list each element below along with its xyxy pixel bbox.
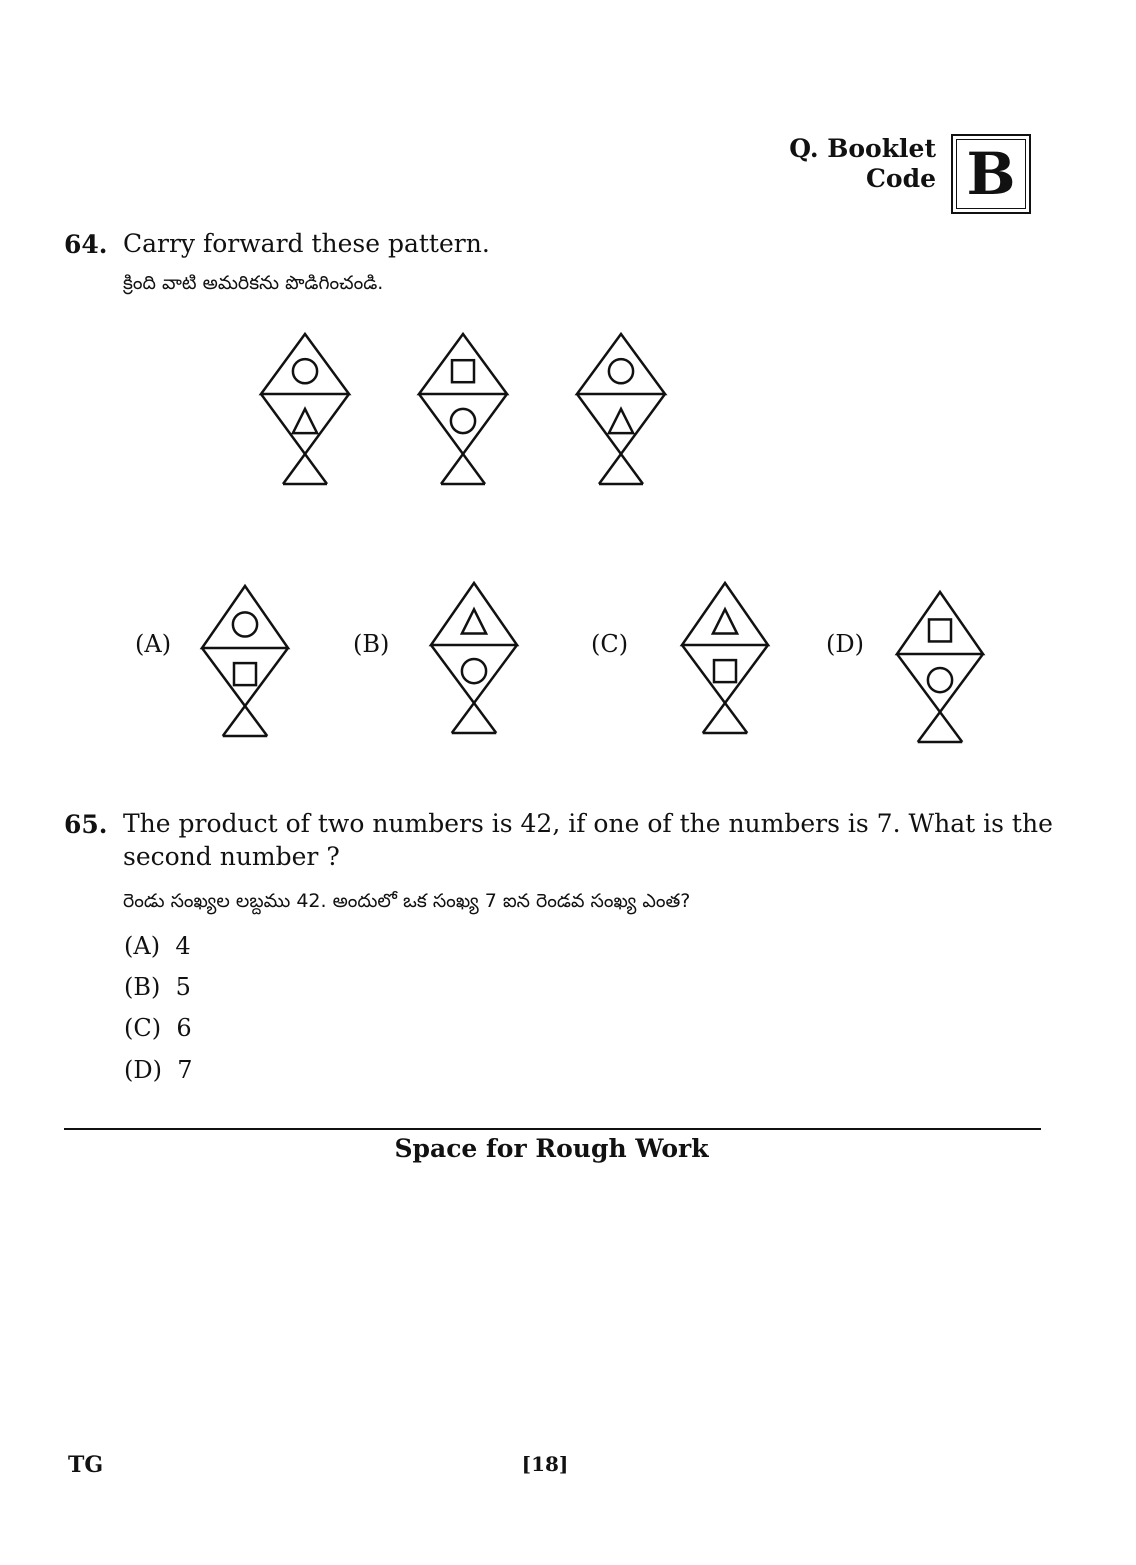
- option-figure-c-middle-square-icon: [714, 660, 736, 682]
- sequence-figure-3-right-leg: [599, 394, 665, 484]
- option-figure-c-top-triangle-icon: [713, 609, 737, 633]
- option-figure-c: [682, 583, 768, 733]
- sequence-figure-1-top-circle-icon: [293, 359, 317, 383]
- option-figure-d-right-leg: [918, 654, 983, 742]
- option-figure-a-top-circle-icon: [233, 612, 257, 636]
- q64-option-b-label[interactable]: (B): [353, 630, 390, 658]
- q65-telugu-text: రెండు సంఖ్యల లబ్దము 42. అందులో ఒక సంఖ్య 7 ఐన రెండవ సంఖ్య ఎంత?: [123, 890, 691, 912]
- option-figure-b-upper-outline: [431, 583, 517, 645]
- q65-option-a-value: 4: [175, 932, 191, 960]
- sequence-figure-3-top-circle-icon: [609, 359, 633, 383]
- sequence-figure-2: [419, 334, 507, 484]
- q65-option-b[interactable]: [124, 973, 191, 1001]
- q64-sequence-figures: [261, 334, 665, 484]
- sequence-figure-3: [577, 334, 665, 484]
- option-figure-a-middle-square-icon: [234, 663, 256, 685]
- footer-code: TG: [68, 1452, 104, 1478]
- option-figure-c-left-leg: [682, 645, 747, 733]
- option-figure-b-right-leg: [452, 645, 517, 733]
- q64-number: 64.: [64, 230, 108, 259]
- option-figure-b-top-triangle-icon: [462, 609, 486, 633]
- option-figure-a-upper-outline: [202, 586, 288, 648]
- booklet-code-label: [789, 134, 936, 194]
- booklet-code-value: B: [956, 139, 1026, 209]
- sequence-figure-2-upper-outline: [419, 334, 507, 394]
- booklet-code-box: [951, 134, 1031, 214]
- sequence-figure-1: [261, 334, 349, 484]
- sequence-figure-1-upper-outline: [261, 334, 349, 394]
- rough-work-title: Space for Rough Work: [394, 1134, 709, 1163]
- q65-option-d-value: 7: [177, 1056, 193, 1084]
- sequence-figure-1-left-leg: [261, 394, 327, 484]
- sequence-figure-1-right-leg: [283, 394, 349, 484]
- booklet-label-line1: Q. Booklet: [789, 134, 936, 163]
- sequence-figure-1-middle-triangle-icon: [293, 409, 317, 433]
- q65-option-c[interactable]: [124, 1014, 192, 1042]
- option-figure-a-left-leg: [202, 648, 267, 736]
- q65-option-d[interactable]: [124, 1056, 193, 1084]
- option-figure-b: [431, 583, 517, 733]
- q65-option-c-label: (C): [124, 1014, 162, 1042]
- q65-option-b-label: (B): [124, 973, 161, 1001]
- q64-option-d-label[interactable]: (D): [826, 630, 864, 658]
- option-figure-d-left-leg: [897, 654, 962, 742]
- booklet-label-line2: Code: [866, 164, 936, 193]
- sequence-figure-2-top-square-icon: [452, 360, 474, 382]
- rough-work-divider: [64, 1128, 1041, 1130]
- q65-option-d-label: (D): [124, 1056, 162, 1084]
- q64-option-figures: [202, 583, 983, 742]
- q65-text-line1: The product of two numbers is 42, if one of the numbers is 7. What is the: [123, 809, 1053, 838]
- sequence-figure-2-left-leg: [419, 394, 485, 484]
- option-figure-a: [202, 586, 288, 736]
- option-figure-c-upper-outline: [682, 583, 768, 645]
- q65-option-a[interactable]: [124, 932, 191, 960]
- option-figure-d-top-square-icon: [929, 619, 951, 641]
- option-figure-d: [897, 592, 983, 742]
- q65-option-c-value: 6: [176, 1014, 192, 1042]
- q64-telugu-text: క్రింది వాటి అమరికను పొడిగించండి.: [123, 272, 384, 294]
- q65-option-b-value: 5: [175, 973, 191, 1001]
- q65-option-a-label: (A): [124, 932, 161, 960]
- q65-text-line2: second number ?: [123, 842, 340, 871]
- sequence-figure-3-upper-outline: [577, 334, 665, 394]
- option-figure-a-right-leg: [223, 648, 288, 736]
- option-figure-d-upper-outline: [897, 592, 983, 654]
- q64-option-c-label[interactable]: (C): [591, 630, 629, 658]
- sequence-figure-2-middle-circle-icon: [451, 409, 475, 433]
- q64-option-a-label[interactable]: (A): [135, 630, 172, 658]
- sequence-figure-3-left-leg: [577, 394, 643, 484]
- q65-number: 65.: [64, 810, 108, 839]
- option-figure-d-middle-circle-icon: [928, 668, 952, 692]
- page-number: [18]: [521, 1452, 569, 1476]
- option-figure-c-right-leg: [703, 645, 768, 733]
- q64-text: Carry forward these pattern.: [123, 229, 490, 258]
- sequence-figure-2-right-leg: [441, 394, 507, 484]
- option-figure-b-left-leg: [431, 645, 496, 733]
- sequence-figure-3-middle-triangle-icon: [609, 409, 633, 433]
- option-figure-b-middle-circle-icon: [462, 659, 486, 683]
